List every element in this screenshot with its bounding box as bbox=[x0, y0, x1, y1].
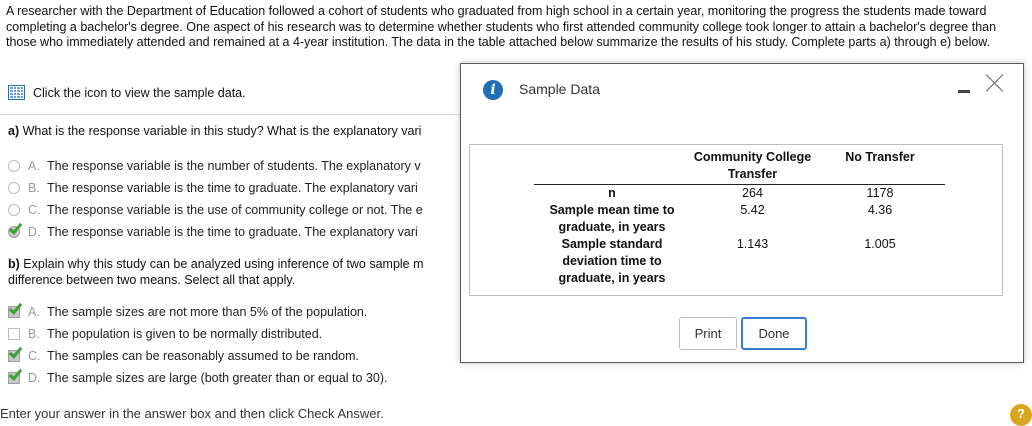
part-b-question-line1: Explain why this study can be analyzed using inference of two sample m bbox=[23, 257, 424, 271]
part-a-question-text: What is the response variable in this study? What is the explanatory vari bbox=[22, 124, 422, 138]
part-a-letter: a) bbox=[8, 124, 20, 138]
table-cell: 1.005 bbox=[864, 237, 896, 251]
part-a-option-c[interactable]: C. The response variable is the use of community college or not. The e bbox=[6, 201, 464, 219]
table-cell: 1178 bbox=[866, 186, 894, 200]
table-header-no-transfer: No Transfer bbox=[815, 149, 945, 185]
sample-data-table bbox=[534, 149, 945, 287]
problem-statement: A researcher with the Department of Education followed a cohort of students who graduated from high school in a certain year, monitoring the progress the students made toward completing a bachelor's degree. One aspect of his research was to determine whether students who first attended community college took longer to attain a bachelor's degree than those who immediately attended and remained at a 4-year institution. The data in the table attached below summarize the results of his study. Complete parts a) through e) below. bbox=[6, 4, 997, 49]
part-b-question-line2: difference between two means. Select all that apply. bbox=[8, 273, 296, 287]
print-button[interactable]: Print bbox=[679, 317, 737, 350]
answer-instructions: Enter your answer in the answer box and then click Check Answer. bbox=[0, 406, 384, 421]
radio-button[interactable] bbox=[8, 204, 20, 216]
row-label: Sample mean time to graduate, in years bbox=[549, 203, 675, 234]
sample-data-link[interactable] bbox=[8, 85, 246, 100]
part-b-letter: b) bbox=[8, 257, 20, 271]
dialog-header bbox=[461, 64, 1023, 114]
checkmark-icon bbox=[9, 366, 23, 380]
minimize-button[interactable] bbox=[956, 78, 974, 96]
sample-data-table-frame bbox=[469, 144, 1003, 296]
table-row bbox=[534, 185, 945, 203]
sample-data-link-text[interactable]: Click the icon to view the sample data. bbox=[33, 85, 246, 100]
table-cell: 1.143 bbox=[736, 237, 769, 251]
table-cell: 5.42 bbox=[740, 203, 765, 217]
info-icon: i bbox=[483, 80, 503, 100]
part-b-question bbox=[8, 256, 460, 288]
table-cell: 4.36 bbox=[867, 203, 893, 217]
table-header-empty bbox=[534, 149, 690, 185]
row-label: Sample standard deviation time to graduate, in years bbox=[558, 237, 666, 285]
radio-button[interactable] bbox=[8, 160, 20, 172]
checkmark-icon bbox=[9, 220, 23, 234]
part-a-option-d[interactable]: D. The response variable is the time to graduate. The explanatory vari bbox=[6, 223, 464, 241]
table-row bbox=[534, 202, 945, 236]
checkmark-icon bbox=[9, 344, 23, 358]
part-a-option-a[interactable]: A. The response variable is the number of students. The explanatory v bbox=[6, 157, 464, 175]
part-b-option-c[interactable]: C. The samples can be reasonably assumed to be random. bbox=[6, 347, 464, 365]
part-b-option-a[interactable]: A. The sample sizes are not more than 5% of the population. bbox=[6, 303, 464, 321]
part-a-question bbox=[8, 123, 460, 139]
table-cell: 264 bbox=[742, 186, 763, 200]
table-header-community-college: Community College Transfer bbox=[690, 149, 815, 185]
close-icon[interactable] bbox=[984, 72, 1006, 94]
dialog-title: Sample Data bbox=[519, 81, 600, 97]
sample-data-dialog bbox=[460, 63, 1024, 363]
checkbox[interactable] bbox=[8, 328, 20, 340]
checkmark-icon bbox=[9, 300, 23, 314]
row-label: n bbox=[608, 186, 616, 200]
part-a-option-b[interactable]: B. The response variable is the time to graduate. The explanatory vari bbox=[6, 179, 464, 197]
table-header-row bbox=[534, 149, 945, 185]
help-icon[interactable]: ? bbox=[1010, 404, 1032, 426]
table-grid-icon[interactable] bbox=[8, 85, 25, 100]
section-divider bbox=[0, 114, 462, 115]
part-b-option-b[interactable]: B. The population is given to be normally distributed. bbox=[6, 325, 464, 343]
radio-button[interactable] bbox=[8, 182, 20, 194]
part-b-option-d[interactable]: D. The sample sizes are large (both greater than or equal to 30). bbox=[6, 369, 464, 387]
done-button[interactable]: Done bbox=[741, 317, 807, 350]
table-row bbox=[534, 236, 945, 287]
